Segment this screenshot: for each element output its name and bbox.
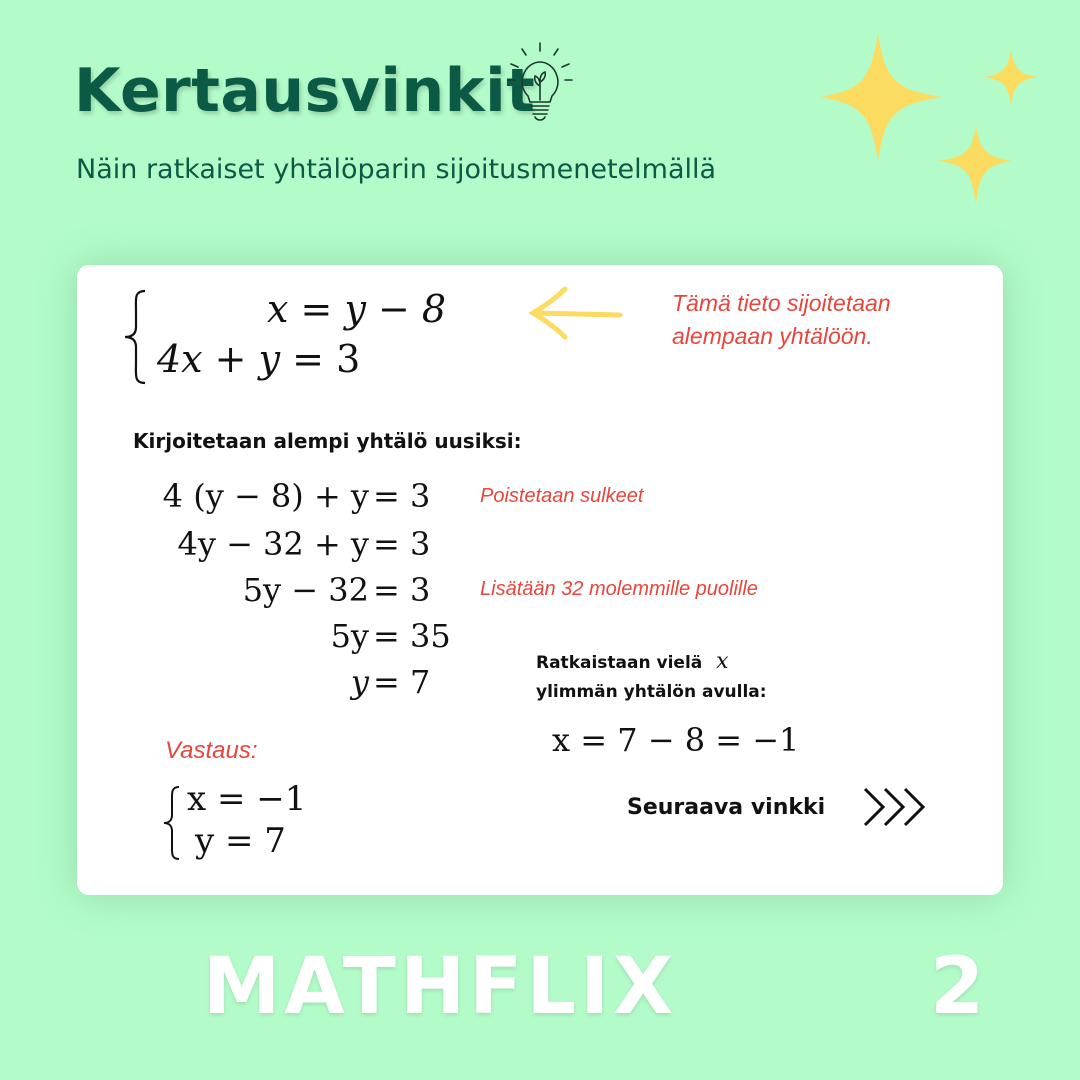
arrow-note — [672, 287, 891, 353]
system-eq1-rhs: y − 8 — [344, 287, 447, 331]
step-3-rhs-value: 3 — [409, 571, 431, 609]
system-eq2-rhs: 3 — [336, 337, 361, 381]
sparkles-icon — [815, 25, 1045, 220]
lightbulb-icon — [502, 40, 578, 124]
solve-x-variable: x — [716, 649, 729, 674]
step-1-rhs-value: 3 — [409, 477, 431, 515]
step-2-lhs: 4y − 32 + y — [177, 525, 369, 563]
step-1-lhs: 4 (y − 8) + y — [162, 477, 369, 515]
arrow-left-icon — [525, 283, 625, 343]
step-3-lhs: 5y − 32 — [242, 571, 369, 609]
step-5-lhs-value: y — [350, 663, 369, 701]
rewrite-heading: Kirjoitetaan alempi yhtälö uusiksi: — [133, 429, 522, 453]
system-brace — [121, 289, 151, 385]
solve-x-text — [536, 647, 767, 707]
brand-logo: MATHFLIX — [202, 942, 678, 1032]
step-5-rhs: = 7 — [373, 663, 431, 701]
page-title: Kertausvinkit — [74, 56, 536, 126]
step-4-lhs: 5y — [330, 617, 369, 655]
arrow-note-line1: Tämä tieto sijoitetaan — [672, 290, 891, 316]
solve-x-line1 — [536, 647, 767, 678]
system-eq2-lhs: 4x + y — [157, 337, 281, 381]
step-4-rhs: = 35 — [373, 617, 451, 655]
step-3-rhs: = 3 — [373, 571, 431, 609]
arrow-note-line2: alempaan yhtälöön. — [672, 323, 873, 349]
answer-y: y = 7 — [195, 821, 286, 861]
page-number: 2 — [930, 942, 985, 1032]
step-5-rhs-value: 7 — [409, 663, 431, 701]
page-subtitle: Näin ratkaiset yhtälöparin sijoitusmenetelmällä — [76, 154, 717, 185]
system-eq1: x = y − 8 — [267, 287, 447, 331]
next-tip-label: Seuraava vinkki — [627, 794, 826, 820]
answer-label: Vastaus: — [165, 737, 258, 764]
step-3-note: Lisätään 32 molemmille puolille — [480, 578, 758, 600]
step-2-rhs: = 3 — [373, 525, 431, 563]
solve-x-line1-text: Ratkaistaan vielä — [536, 653, 703, 673]
triple-chevron-right-icon — [861, 785, 929, 829]
content-card — [77, 265, 1003, 895]
step-1-note: Poistetaan sulkeet — [480, 485, 644, 507]
solve-x-equation: x = 7 − 8 = −1 — [552, 721, 800, 759]
system-eq1-lhs: x — [267, 287, 289, 331]
solve-x-line2: ylimmän yhtälön avulla: — [536, 682, 767, 702]
next-tip-link[interactable] — [627, 785, 929, 829]
step-5-lhs — [117, 663, 369, 701]
step-2-rhs-value: 3 — [409, 525, 431, 563]
step-4-rhs-value: 35 — [409, 617, 451, 655]
step-1-rhs: = 3 — [373, 477, 431, 515]
system-eq2: 4x + y = 3 — [157, 337, 361, 381]
answer-brace — [161, 785, 183, 861]
answer-x: x = −1 — [187, 779, 307, 819]
